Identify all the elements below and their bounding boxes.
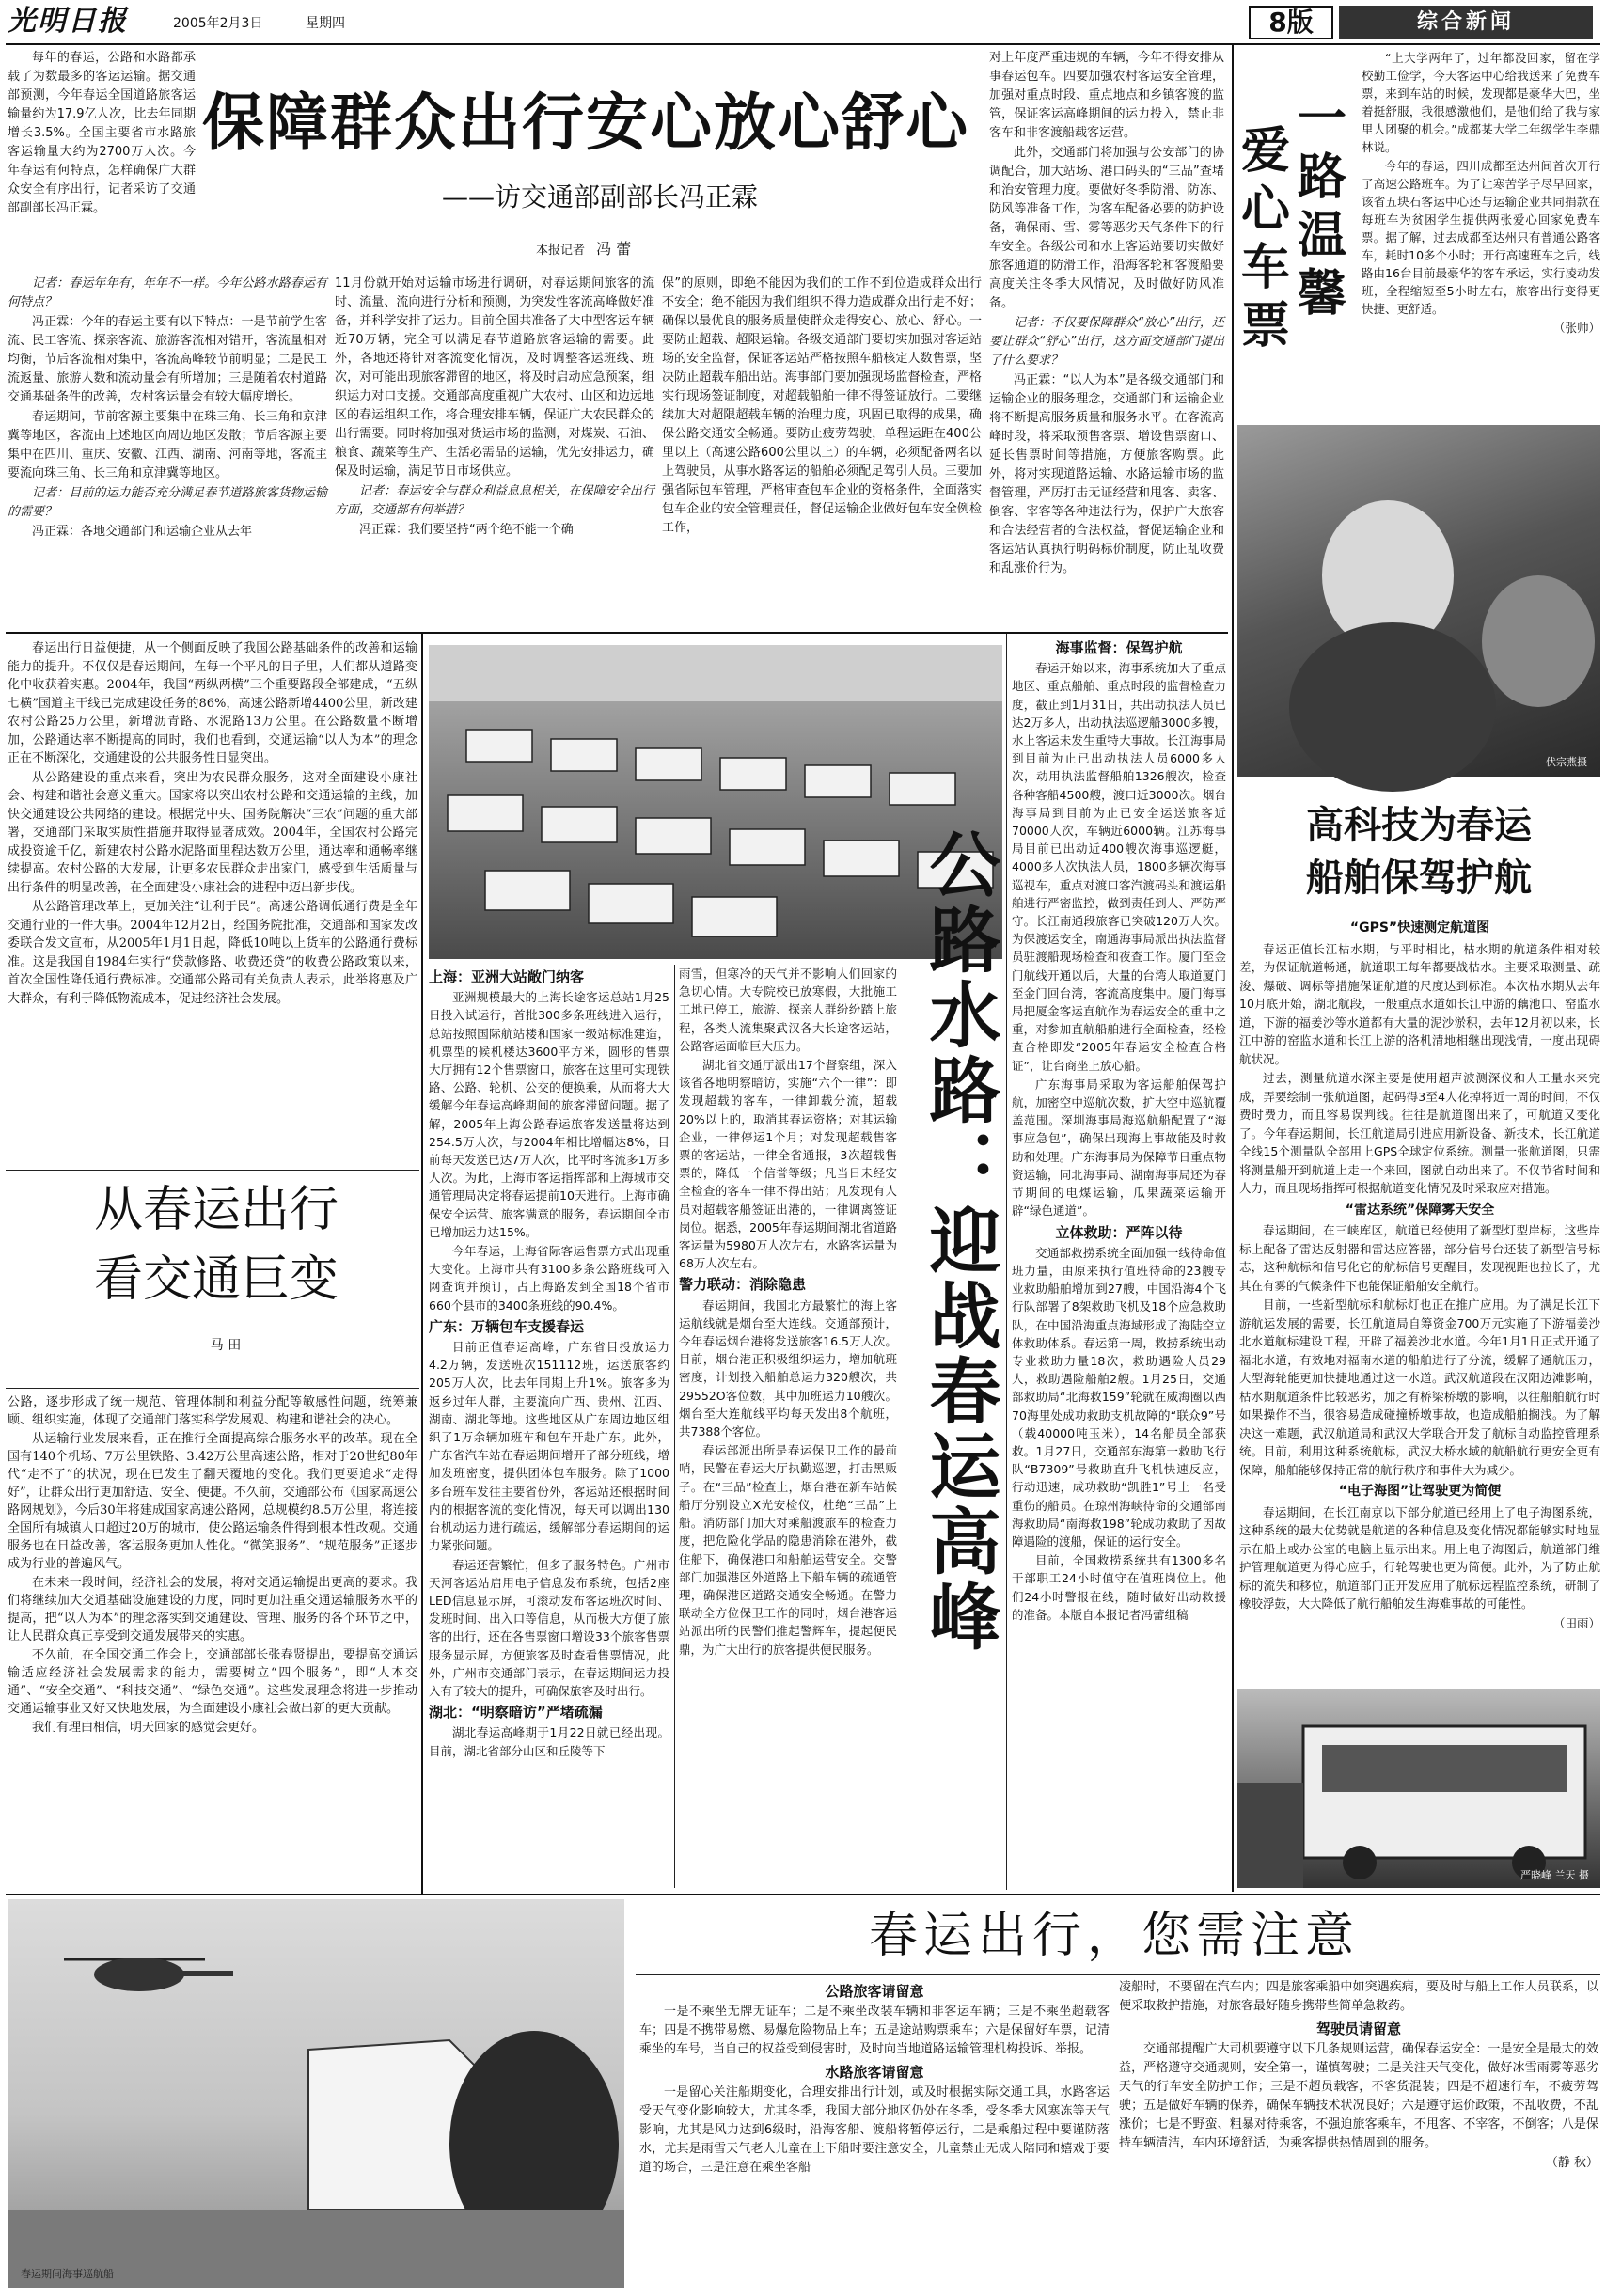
vertical-headline: 公路水路：迎战春运高峰 <box>918 827 1001 1655</box>
ticket-photo <box>1237 425 1600 777</box>
paragraph: 湖北春运高峰期于1月22日就已经出现。目前，湖北省部分山区和丘陵等下 <box>429 1725 669 1758</box>
shanghai-title: 上海：亚洲大站敞门纳客 <box>429 968 585 985</box>
byline: （田雨） <box>1552 1615 1600 1630</box>
paragraph: 春运正值长江枯水期，与平时相比，枯水期的航道条件相对较差，为保证航道畅通，航道职工每年都要战枯水。主要采取测量、疏浚、爆破、调标等措施保证航道的尺度达到标准。本次枯水期从去年10月底开始，湖北航段，一般重点水道如长江中游的藕池口、窑监水道，下游的福姜沙等水道都有大量的泥沙淤积，去年12月初以来，长江中游的窑监水道和长江上游的洛机清地相继出现浅情，一度出现碍航状况。 <box>1239 941 1600 1066</box>
right-column-rule <box>1232 43 1234 1892</box>
paragraph: 冯正霖：各地交通部门和运输企业从去年 <box>32 525 253 539</box>
feature-column-rule <box>421 634 423 1894</box>
masthead: 光明日报 <box>8 5 128 38</box>
feature-part-1 <box>8 639 417 1166</box>
road-notice-title: 公路旅客请留意 <box>825 1983 924 2000</box>
hitech-photo <box>1237 1689 1600 1888</box>
haishi-title: 海事监督：保驾护航 <box>1055 639 1183 656</box>
paragraph: 冯正霖：我们要坚持“两个绝不能一个确 <box>359 523 574 537</box>
paragraph: 11月份就开始对运输市场进行调研，对春运期间旅客的流时、流量、流向进行分析和预测，为突发性客流高峰做好准备，并科学安排了运力。目前全国共准备了大中型客运车辆近70万辆，完全可以满足春节道路旅客运输的需要。此外，各地还将针对客流变化情况，及时调整客运班线、班次，对可能出现旅客滞留的地区，将及时启动应急预案，组织运力对口支援。交通部高度重视广大农村、山区和边远地区的春运组织工作，将合理安排车辆，保证广大农民群众的出行需要。同时将加强对货运市场的监测，对煤炭、石油、粮食、蔬菜等生产、生活必需品的运输，优先安排运力，确保及时运输，满足节日市场供应。 <box>335 276 654 479</box>
paragraph: 记者：目前的运力能否充分满足春节道路旅客货物运输的需要？ <box>8 486 327 519</box>
title-char: 车 <box>1240 239 1290 296</box>
section-label: 综合新闻 <box>1339 6 1593 39</box>
paragraph: 目前正值春运高峰，广东省目投放运力4.2万辆，发送班次151112班，运送旅客约205万人次，比去年同期上升1%。旅客多为返乡过年人群，主要流向广西、贵州、江西、湖南、湖北等地。这些地区从广东周边地区组织了1万余辆加班车和包车开赴广东。此外，广东省汽车站在春运期间增开了部分班线，增加发班密度，提供团体包车服务。除了1000多台班车发往主要省份外，客运站还根据时间内的根据客流的变化情况，每天可以调出130台机动运力进行疏运，缓解部分春运期间的运力紧张问题。 <box>429 1340 669 1553</box>
paragraph: 湖北省交通厅派出17个督察组，深入该省各地明察暗访，实施“六个一律”：即发现超载的客车，一律卸载分流，超载20%以上的，取消其春运资格；对其运输企业，一律停运1个月；对发现超载售客票的客运站，一律全省通报，3次超载售票的，降低一个信誉等级；凡当日未经安全检查的客车一律不得出站；凡发现有人员对超载客船签证出港的，一律调离签证岗位。据悉，2005年春运期间湖北省道路客运量为5980万人次左右，水路客运量为68万人次左右。 <box>679 1058 897 1271</box>
driver-notice-title: 驾驶员请留意 <box>1315 2021 1401 2037</box>
notice-left-column <box>639 1978 1110 2288</box>
paragraph: 广东海事局采取为客运船舶保驾护航，加密空中巡航次数，扩大空中巡航覆盖范围。深圳海事局海巡航船配置了“海事应急包”，确保出现海上事故能及时救助和处理。广东海事局为保障节日重点物资运输，同北海事局、湖南海事局还为春节期间的电煤运输，瓜果蔬菜运输开辟“绿色通道”。 <box>1012 1077 1226 1219</box>
paragraph: 目前，全国救捞系统共有1300多名干部职工24小时值守在值班岗位上。他们24小时警报在线，随时做好出动救援的准备。本版自本报记者冯蕾组稿 <box>1012 1553 1226 1622</box>
regional-column-rule <box>674 965 675 1888</box>
paragraph: 过去，测量航道水深主要是使用超声波测深仪和人工量水来完成，弄要绘制一张航道图，起码得3至4人花掉将近一周的时间，不仅费时费力，而且容易误判线。往往是航道图出来了，可航道又变化了。今年春运期间，长江航道局引进应用新设备、新技术，长江航道全线15个测量队全部用上GPS全球定位系统。测量一张航道图，只需将测量船开到航道上走一个来回，图就自动出来了。不仅节省时间和人力，而且现场指挥可根据航道变化情况及时采取应对措施。 <box>1239 1071 1600 1195</box>
interview-title: 保障群众出行安心放心舒心 <box>202 86 969 159</box>
hitech-subhead: “GPS”快速测定航道图 <box>1349 920 1490 936</box>
hitech-body <box>1239 916 1600 1687</box>
title-char: 馨 <box>1297 265 1346 322</box>
paragraph: 春运期间，在三峡库区，航道已经使用了新型灯型岸标，这些岸标上配备了雷达反射器和雷达应答器，部分信号台还装了新型信号标志，这种航标和信号化它的航标信号更醒目，发现视距也拉长了，尤其在有雾的气候条件下也能保证船舶安全航行。 <box>1239 1223 1600 1293</box>
interview-subtitle: ——访交通部副部长冯正霖 <box>442 181 759 212</box>
title-char: 爱 <box>1240 122 1290 180</box>
paragraph: 此外，交通部门将加强与公安部门的协调配合，加大站场、港口码头的“三品”查堵和治安管理力度。要做好冬季防滑、防冻、防风等准备工作，为客车配备必要的防护设备，确保雨、雪、雾等恶劣天气条件下的行车安全。各级公司和水上客运站要切实做好旅客通道的防滑工作，沿海客轮和客渡船要高度关注冬季大风情况，及时做好防风准备。 <box>989 146 1224 310</box>
paragraph: 我们有理由相信，明天回家的感觉会更好。 <box>32 1721 265 1735</box>
ticket-title <box>1237 90 1360 367</box>
paragraph: 春运开始以来，海事系统加大了重点地区、重点船舶、重点时段的监督检查力度，截止到1月31日，共出动执法人员已达2万多人，出动执法巡逻船3000多艘，水上客运未发生重特大事故。长江海事局到目前为止已出动执法人员6000多人次，动用执法监督船舶1326艘次，检查各种客船4500艘，渡口近3000次。烟台海事局到目前为止已安全运送旅客近70000人次，车辆近6000辆。江苏海事局目前已出动近400艘次海事巡逻艇，4000多人次执法人员，1800多辆次海事巡视车，重点对渡口客汽渡码头和渡运船舶进行严密监控，做到责任到人、严防严守。长江南通段旅客已突破120万人次。为保渡运安全，南通海事局派出执法监督员驻渡船现场检查和夜查工作。厦门至金门航线开通以后，大量的台湾人取道厦门至金门回台湾，客流高度集中。厦门海事局把厦金客运直航作为春运安全的重中之重，对参加直航船舶进行全面检查，经检查合格即发“2005年春运安全检查合格证”，让台商坐上放心船。 <box>1012 661 1226 1073</box>
paragraph: 记者：春运年年有，年年不一样。今年公路水路春运有何特点？ <box>8 276 327 309</box>
paragraph: 春运还营繁忙，但多了服务特色。广州市天河客运站启用电子信息发布系统，包括2座LED信息显示屏，可滚动发布客运班次时间、发班时间、出入口等信息，从而极大方便了旅客的出行，还在各售票窗口增设33个旅客售票服务显示屏，方便旅客及时查看售票情况，此外，广州市交通部门表示，在春运期间运力投入有了较大的提升，可确保旅客及时出行。 <box>429 1557 669 1698</box>
ticket-photo-caption: 伏宗燕摄 <box>1546 756 1587 768</box>
interview-byline <box>536 237 724 258</box>
notice-right-column <box>1119 1978 1598 2288</box>
shanghai-block <box>429 965 669 1888</box>
paragraph: 雨雪，但寒冷的天气并不影响人们回家的急切心情。大专院校已放寒假，大批施工工地已停工，旅游、探亲人群纷纷踏上旅程，各类人流集聚武汉各大长途客运站，公路客运面临巨大压力。 <box>679 967 897 1053</box>
header-rule <box>6 43 1600 45</box>
guangdong-title: 广东：万辆包车支援春运 <box>429 1317 585 1335</box>
interview-column-3 <box>662 275 982 628</box>
lizhi-title: 立体救助：严阵以待 <box>1055 1223 1183 1241</box>
paragraph: 保”的原则，即绝不能因为我们的工作不到位造成群众出行不安全；绝不能因为我们组织不得力造成群众出行走不好；确保以最优良的服务质量使群众走得安心、放心、舒心。一要防止超载、超限运输。各级交通部门要切实加强对客运站场的安全监督，保证客运站严格按照车船核定人数售票，坚决防止超载车船出站。海事部门要加强现场监督检查，严格实行现场签证制度，对超载船舶一律不得签证放行。二要继续加大对超限超载车辆的治理力度，巩固已取得的成果，确保公路交通安全畅通。要防止疲劳驾驶，单程运距在400公里以上（高速公路600公里以上）的车辆，必须配备两名以上驾驶员，从事水路客运的船舶必须配足驾引人员。三要加强省际包车管理，严格审查包车企业的资格条件，全面落实包车企业的安全管理责任，督促运输企业做好包车安全例检工作， <box>662 276 982 535</box>
paragraph: 春运期间，我国北方最繁忙的海上客运航线就是烟台至大连线。交通部预计，今年春运烟台港将发送旅客16.5万人次。目前，烟台港正积极组织运力，增加航班密度，计划投入船舶总运力320艘次，共29552O客位数，其中加班运力10艘次。烟台至大连航线平均每天发出8个航班，共7388个客位。 <box>679 1297 897 1439</box>
helicopter-icon <box>8 1899 624 2288</box>
hitech-title-line2: 船舶保驾护航 <box>1306 856 1532 900</box>
paragraph: 一是不乘坐无牌无证车；二是不乘坐改装车辆和非客运车辆；三是不乘坐超载客车；四是不携带易燃、易爆危险物品上车；五是途站购票乘车；六是保留好车票，记清乘坐的车号，当自己的权益受到侵害时，及时向当地道路运输管理机构投诉、举报。 <box>639 2005 1110 2056</box>
feature-title-line1: 从春运出行 <box>93 1182 339 1238</box>
hitech-subhead: “电子海图”让驾驶更为简便 <box>1338 1484 1502 1499</box>
bus-photo-icon <box>1237 1689 1600 1888</box>
feature-title <box>19 1175 414 1326</box>
hubei-title: 湖北：“明察暗访”严堵疏漏 <box>429 1704 603 1722</box>
bottom-section-rule <box>6 1894 1600 1895</box>
paragraph: 不久前，在全国交通工作会上，交通部部长张春贤提出，要提高交通运输适应经济社会发展需求的能力，需要树立“四个服务”，即“人本交通”、“安全交通”、“科技交通”、“绿色交通”。这些发展理念将进一步推动交通运输事业又好又快地发展，为全面建设小康社会做出新的更大贡献。 <box>8 1648 417 1716</box>
feature-title-rule-bottom <box>6 1388 419 1389</box>
water-notice-title: 水路旅客请留意 <box>825 2064 924 2081</box>
title-char: 票 <box>1240 297 1290 354</box>
helicopter-photo-caption: 春运期间海事巡航船 <box>21 2268 114 2280</box>
paragraph: 交通部救捞系统全面加强一线待命值班力量，由原来执行值班待命的23艘专业救助船舶增加到27艘，中国沿海4个飞行队部署了8架救助飞机及18个应急救助队，在中国沿海重点海域形成了海陆空立体救助体系。春运第一周，救捞系统出动专业救助力量18次，救助遇险人员29人，救助遇险船舶2艘。1月25日，交通部救助局“北海救159”轮就在威海圈以西70海里处成功救助支机故障的“联众9”号（载40000吨玉米），14名船员全部获救。1月27日，交通部东海第一救助飞行队“B7309”号救助直升飞机快速反应，行动迅速，成功救助“凯胜1”号上一名受重伤的船员。在琼州海峡待命的交通部南海救助局“南海救198”轮成功救助了因故障遇险的渡船，保证的运行安全。 <box>1012 1245 1226 1549</box>
child-photo-icon <box>1237 425 1600 777</box>
feature-title-rule-top <box>6 1170 419 1171</box>
hitech-photo-caption: 严晓峰 兰天 摄 <box>1520 1869 1589 1881</box>
feature-byline: 马 田 <box>210 1338 242 1353</box>
haishi-block <box>1012 636 1226 1888</box>
byline: （张帅） <box>1552 321 1600 335</box>
page-number: 8版 <box>1249 6 1333 39</box>
title-char: 一 <box>1297 90 1346 148</box>
hitech-subhead: “雷达系统”保障雾天安全 <box>1345 1202 1495 1218</box>
notice-title: 春运出行，您需注意 <box>868 1908 1360 1964</box>
hitech-title <box>1237 799 1600 912</box>
hitech-title-line1: 高科技为春运 <box>1306 803 1532 847</box>
paragraph: 在未来一段时间，经济社会的发展，将对交通运输提出更高的要求。我们将继续加大交通基础设施建设的力度，同时更加注重交通运输服务水平的提高，把“以人为本”的理念落实到交通建设、管理、服务的各个环节之中，让人民群众真正享受到交通发展带来的实惠。 <box>8 1576 417 1643</box>
paragraph: 春运出行日益便捷，从一个侧面反映了我国公路基础条件的改善和运输能力的提升。不仅仅是春运期间，在每一个平凡的日子里，人们都从道路变化中收获着实惠。2004年，我国“两纵两横”三个重要路段全部建成，“五纵七横”国道主干线已完成建设任务的86%，高速公路新增4400公里，新改建农村公路25万公里，新增沥青路、水泥路13万公里。在公路数量不断增加，公路通达率不断提高的同时，我们也看到，交通运输“以人为本”的理念正在不断深化，交通建设的公共服务性日显突出。 <box>8 641 417 765</box>
feature-part-2 <box>8 1393 417 1888</box>
interview-column-4 <box>989 49 1224 628</box>
paragraph: 记者：春运安全与群众利益息息相关，在保障安全出行方面，交通部有何举措？ <box>335 484 654 517</box>
interview-intro: 每年的春运，公路和水路都承载了为数最多的客运运输。据交通部预测，今年春运全国道路旅客运输量约为17.9亿人次，比去年同期增长3.5%。全国主要省市水路旅客运输量大约为2700万人次。今年春运有何特点，怎样确保广大群众安全有序出行，记者采访了交通部副部长冯正霖。 <box>8 51 196 215</box>
paragraph: 从运输行业发展来看，正在推行全面提高综合服务水平的改革。现在全国有140个机场、7万公里铁路、3.42万公里高速公路，相对于20世纪80年代“走不了”的状况，现在已发生了翻天覆地的变化。我们更要追求“走得好”，让群众出行更加舒适、安全、便捷。不久前，交通部公布《国家高速公路网规划》，今后30年将建成国家高速公路网，总规模约8.5万公里，将连接全国所有城镇人口超过20万的城市，使公路运输条件得到根本性改观。交通服务也在日益改善，客运服务更加人性化。“微笑服务”、“规范服务”正逐步成为行业的普遍风气。 <box>8 1432 417 1571</box>
ticket-text <box>1362 49 1600 417</box>
paragraph: 凌船时，不要留在汽车内；四是旅客乘船中如突遇疾病，要及时与船上工作人员联系，以便采取救护措施，对旅客最好随身携带些简单急救药。 <box>1119 1980 1598 2013</box>
paragraph: 今年春运，上海省际客运售票方式出现重大变化。上海市共有3100多条公路班线可入网查询并预订，占上海路发到全国18个省市660个县市的3400条班线的90.4%。 <box>429 1244 669 1313</box>
interview-column-2 <box>335 275 654 628</box>
title-char: 路 <box>1297 149 1346 206</box>
helicopter-photo <box>8 1899 624 2288</box>
paragraph: 春运部派出所是春运保卫工作的最前哨，民警在春运大厅执勤巡逻，打击黑贩子。在“三品”检查上，烟台港在新车站候船厅分别设立X光安检仪，杜绝“三品”上船。消防部门加大对乘船渡旅车的检查力度，把危险化学品的隐患消除在港外，截住船下，确保港口和船舶运营安全。交警部门加强港区外道路上下船车辆的疏通管理，确保港区道路交通安全畅通。在警力联动全方位保卫工作的同时，烟台港客运站派出所的民警们推起警辉车，提起便民鼎，为广大出行的旅客提供便民服务。 <box>679 1443 897 1657</box>
paragraph: 冯正霖：“以人为本”是各级交通部门和运输企业的服务理念，交通部门和运输企业将不断提高服务质量和服务水平。在客流高峰时段，将采取预售客票、增设售票窗口、延长售票时间等措施，方便旅客购票。此外，将对实现道路运输、水路运输市场的监督管理，严厉打击无证经营和甩客、卖客、倒客、宰客等各种违法行为，保护广大旅客和合法经营者的合法权益，督促运输企业和客运站认真执行明码标价制度，防止乱收费和乱涨价行为。 <box>989 373 1224 575</box>
byline-name: 冯 蕾 <box>596 240 632 258</box>
regional-column-2 <box>679 965 897 1888</box>
paragraph: 冯正霖：今年的春运主要有以下特点：一是节前学生客流、民工客流、探亲客流、旅游客流相对错开，客流量相对均衡，节后客流相对集中，客流高峰较节前明显；二是民工流返量、旅游人数和流动量会有所增加；三是随着农村道路交通基础条件的改善，农村客运量会有较大幅度增长。 <box>8 315 327 404</box>
paragraph: 一是留心关注船期变化，合理安排出行计划，或及时根据实际交通工具，水路客运受天气变化影响较大，尤其冬季，我国大部分地区仍处在冬季，受冬季大风寒冻等天气影响，尤其是风力达到6级时，沿海客船、渡船将暂停运行，二是乘船过程中要谨防落水，尤其是雨雪天气老人儿童在上下船时要注意安全，儿童禁止无成人陪同和嬉戏于要道的场合，三是注意在乘坐客船 <box>639 2085 1110 2175</box>
feature-title-line2: 看交通巨变 <box>93 1251 339 1308</box>
issue-date: 2005年2月3日 <box>173 16 263 31</box>
paragraph: 亚洲规模最大的上海长途客运总站1月25日投入试运行，首批300多条班线进入运行，总站按照国际航站楼和国家一级站标准建造，机票型的候机楼达3600平方米，圆形的售票大厅拥有12个售票窗口，旅客在这里可实现铁路、公路、轮机、公交的便换乘，从而将大大缓解今年春运高峰期间的旅客滞留问题。据了解，2005年上海公路春运旅客发送量将达到254.5万人次，与2004年相比增幅达8%，目前每天发送已达7万人次，比平时客流多1万多人次。为此，上海市客运指挥部和上海城市交通管理局决定将春运提前10天进行。上海市确保安全运营、旅客满意的服务，春运期间全市已增加运力达15%。 <box>429 990 669 1239</box>
title-char: 温 <box>1297 207 1346 264</box>
jingli-title: 警力联动：消除隐患 <box>679 1276 807 1294</box>
byline: （静 秋） <box>1545 2156 1598 2170</box>
paragraph: 目前，一些新型航标和航标灯也正在推广应用。为了满足长江下游航运发展的需要，长江航道局自筹资金700万元实施了下游福姜沙北水道航标建设工程，开辟了福姜沙北水道。今年1月1日正式开通了福北水道，有效地对福南水道的船舶进行了分流，缓解了通航压力，大型海轮能更加快捷地通过这一水道。武汉航道段在汉阳边滩影响，枯水期航道条件比较恶劣，加之有桥梁桥墩的影响，以往船舶航行时如果操作不当，很容易造成碰撞桥墩事故，也造成船舶搁浅。为了解决这一难题，武汉航道局和武汉大学联合开发了航标自动监控管理系统。目前，利用这种系统航标，武汉大桥水域的航船航行更安全更有保障，船舶能够保持正常的航行秩序和事件大为减少。 <box>1239 1297 1600 1477</box>
byline-prefix: 本报记者 <box>536 244 586 258</box>
interview-bottom-rule <box>6 632 1228 634</box>
paragraph: 公路，逐步形成了统一规范、管理体制和利益分配等敏感性问题，统筹兼顾、组织实施，体现了交通部门落实科学发展观、构建和谐社会的决心。 <box>8 1395 417 1427</box>
paragraph: 春运期间，节前客源主要集中在珠三角、长三角和京津冀等地区，客流由上述地区向周边地区发散；节后客源主要集中在四川、重庆、安徽、江西、湖南、河南等地，客流主要流向珠三角、长三角和京津冀等地区。 <box>8 410 327 480</box>
paragraph: 交通部提醒广大司机要遵守以下几条规则运营，确保春运安全：一是安全是最大的效益，严格遵守交通规则，安全第一，谨慎驾驶；二是关注天气变化，做好冰雪雨雾等恶劣天气的行车安全防护工作；三是不超员载客，不客货混装；四是不超速行车，不疲劳驾驶；五是做好车辆的保养，确保车辆技术状况良好；六是遵守运价政策，不乱收费，不乱涨价；七是不野蛮、粗暴对待乘客，不强迫旅客乘车，不甩客、不宰客，不倒客；八是保持车辆清洁，车内环境舒适，为乘客提供热情周到的服务。 <box>1119 2042 1598 2150</box>
paragraph: “上大学两年了，过年都没回家，留在学校勤工俭学，今天客运中心给我送来了免费车票，来到车站的时候，发现都是豪华大巴，坐着挺舒服，我很感激他们，是他们给了我与家里人团聚的机会。”成都某大学二年级学生李鼎林说。 <box>1362 51 1600 154</box>
title-char: 心 <box>1240 181 1290 238</box>
paragraph: 从公路建设的重点来看，突出为农民群众服务，这对全面建设小康社会、构建和谐社会意义重大。国家将以突出农村公路和交通运输的主线，加快交通建设公共网络的建设。根据党中央、国务院解决“三农”问题的重大部署，交通部门采取实质性措施并取得显著成效。2004年，全国农村公路完成投资逾千亿，新建农村公路水泥路面里程达数万公里，通达率和通畅率继续提高。农村公路的大发展，让更多农民群众走出家门，感受到生活质量与出行条件的明显改善，在全面建设小康社会的进程中迈出新步伐。 <box>8 770 417 895</box>
issue-weekday: 星期四 <box>306 16 345 31</box>
haishi-column-rule <box>1006 634 1007 1890</box>
paragraph: 今年的春运，四川成都至达州间首次开行了高速公路班车。为了让寒苦学子尽早回家，该省五块石客运中心还与运输企业共同捐款在每班车为贫困学生提供两张爱心回家免费车票。据了解，过去成都至达州只有普通公路客车，耗时10多个小时；开行高速班车之后，线路由16台目前最豪华的客车承运，实行凌动发班，全程缩短至5小时左右，旅客出行变得更快捷、更舒适。 <box>1362 159 1600 316</box>
paragraph: 对上年度严重违规的车辆，今年不得安排从事春运包车。四要加强农村客运安全管理，加强对重点时段、重点地点和乡镇客渡的监管，保证客运高峰期间的运力投入，禁止非客车和非客渡船载客运营。 <box>989 51 1224 140</box>
interview-column-1 <box>8 275 327 628</box>
notice-title-rule <box>636 1974 1600 1975</box>
paragraph: 从公路管理改革上，更加关注“让利于民”。高速公路调低通行费是全年交通行业的一件大事。2004年12月2日，经国务院批准，交通部和国家发改委联合发文宣布，从2005年1月1日起，降低10吨以上货车的公路通行费标准。这是我国自1984年实行“贷款修路、收费还贷”的收费公路政策以来，首次全国性降低通行费标准。交通部公路司有关负责人表示，此举将惠及广大群众，有利于降低物流成本，促进经济社会发展。 <box>8 900 417 1006</box>
paragraph: 春运期间，在长江南京以下部分航道已经用上了电子海图系统，这种系统的最大优势就是航道的各种信息及变化情况都能够实时地显示在船上或办公室的电脑上显示出来。用上电子海图后，航道部门维护管理航道更为得心应手，行轮驾驶也更为简便。此外，为了防止航标的流失和移位，航道部门正开发应用了航标远程监控系统，研制了橡胶浮鼓，大大降低了航行船舶发生海难事故的可能性。 <box>1239 1504 1600 1611</box>
paragraph: 记者：不仅要保障群众“放心”出行，还要让群众“舒心”出行，这方面交通部门提出了什么要求？ <box>989 316 1224 368</box>
